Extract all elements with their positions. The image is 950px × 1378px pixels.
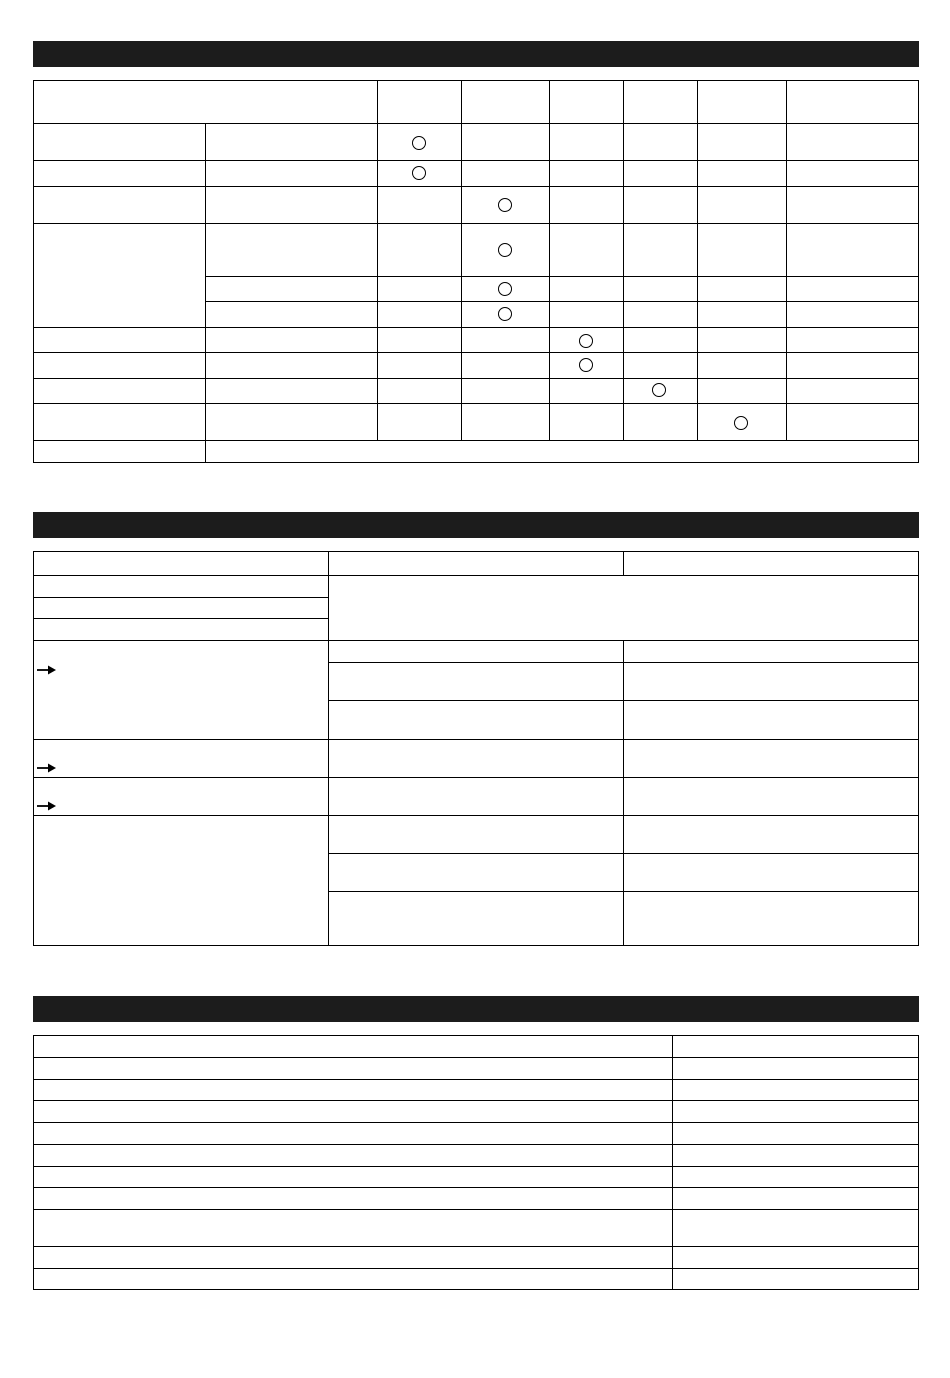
compatibility-table [33,80,919,463]
circle-mark-icon [498,307,512,321]
circle-mark-icon [734,416,748,430]
arrow-right-icon [37,801,57,811]
circle-mark-icon [579,358,593,372]
settings-table [33,551,919,946]
circle-mark-icon [498,243,512,257]
circle-mark-icon [498,282,512,296]
arrow-right-icon [37,763,57,773]
circle-mark-icon [652,383,666,397]
circle-mark-icon [412,166,426,180]
specifications-table [33,1035,919,1290]
circle-mark-icon [498,198,512,212]
arrow-right-icon [37,665,57,675]
circle-mark-icon [579,334,593,348]
circle-mark-icon [412,136,426,150]
